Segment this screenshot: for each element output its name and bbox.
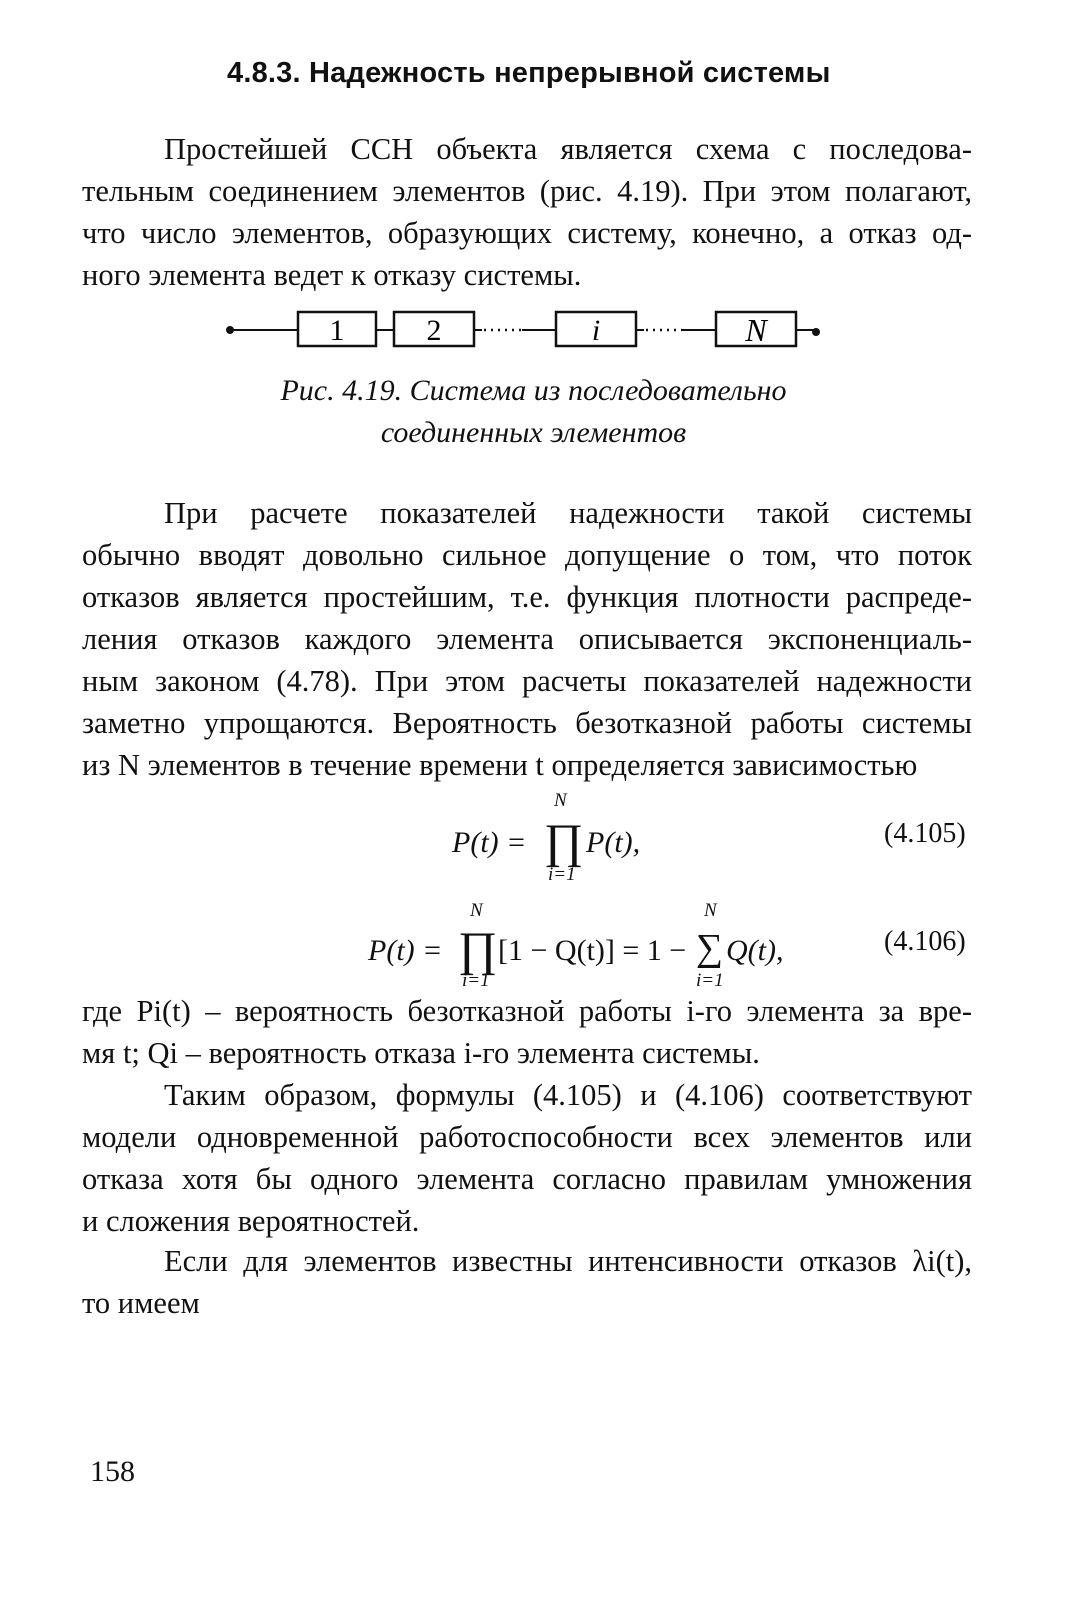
sum-upper-limit: N [704, 900, 717, 921]
equation-rhs: P(t), [586, 826, 641, 859]
block-label: 2 [426, 314, 442, 347]
text-line: ления отказов каждого элемента описывается экспоненциаль- [82, 622, 972, 656]
text-line: мя t; Qi – вероятность отказа i-го элемента системы. [82, 1036, 760, 1070]
text-line: Если для элементов известны интенсивности отказов λi(t), [164, 1244, 972, 1278]
paragraph-1 [82, 128, 972, 296]
equation-rhs: Q(t), [726, 934, 784, 967]
text-line: Простейшей ССН объекта является схема с последова- [164, 132, 972, 166]
sum-lower-limit: i=1 [696, 970, 724, 991]
block-label: N [745, 312, 767, 348]
equation-lhs: P(t) = [368, 934, 443, 967]
text-line: отказа хотя бы одного элемента согласно правилам умножения [82, 1162, 972, 1196]
text-line: модели одновременной работоспособности всех элементов или [82, 1120, 972, 1154]
section-heading: 4.8.3. Надежность непрерывной системы [227, 57, 831, 89]
paragraph-5 [82, 1240, 972, 1324]
page-number: 158 [90, 1455, 135, 1488]
product-sign: ∏ [458, 923, 498, 976]
caption-line: соединенных элементов [380, 416, 687, 449]
text-line: что число элементов, образующих систему, конечно, а отказ од- [82, 216, 972, 250]
text-line: ным законом (4.78). При этом расчеты показателей надежности [82, 664, 972, 698]
text-line: и сложения вероятностей. [82, 1204, 420, 1238]
block-label: i [591, 314, 601, 347]
figure-caption [0, 370, 1067, 454]
text-line: обычно вводят довольно сильное допущение о том, что поток [82, 538, 972, 572]
text-line: то имеем [82, 1286, 200, 1320]
text-line: отказов является простейшим, т.е. функция плотности распреде- [82, 580, 972, 614]
equation-number: (4.105) [884, 818, 966, 849]
paragraph-4 [82, 1074, 972, 1242]
equation-4-105 [452, 790, 692, 902]
caption-line: Рис. 4.19. Система из последовательно [280, 374, 787, 407]
paragraph-3 [82, 990, 972, 1074]
product-lower-limit: i=1 [548, 864, 576, 885]
series-circuit-diagram [220, 300, 830, 360]
paragraph-2 [82, 492, 972, 786]
text-line: где Pi(t) – вероятность безотказной работы i-го элемента за вре- [82, 994, 972, 1028]
text-line: из N элементов в течение времени t определяется зависимостью [82, 748, 918, 782]
text-line: заметно упрощаются. Вероятность безотказной работы системы [82, 706, 972, 740]
equation-number: (4.106) [884, 926, 966, 957]
text-line: ного элемента ведет к отказу системы. [82, 258, 582, 292]
text-line: При расчете показателей надежности такой системы [164, 496, 972, 530]
text-line: тельным соединением элементов (рис. 4.19). При этом полагают, [82, 174, 972, 208]
text-line: Таким образом, формулы (4.105) и (4.106) соответствуют [164, 1078, 972, 1112]
product-upper-limit: N [470, 900, 483, 921]
product-upper-limit: N [554, 790, 567, 811]
product-lower-limit: i=1 [462, 970, 490, 991]
sum-sign: ∑ [696, 927, 724, 969]
equation-middle: [1 − Q(t)] = 1 − [498, 934, 687, 967]
block-label: 1 [329, 314, 345, 347]
product-sign: ∏ [544, 815, 584, 868]
equation-lhs: P(t) = [452, 826, 527, 859]
